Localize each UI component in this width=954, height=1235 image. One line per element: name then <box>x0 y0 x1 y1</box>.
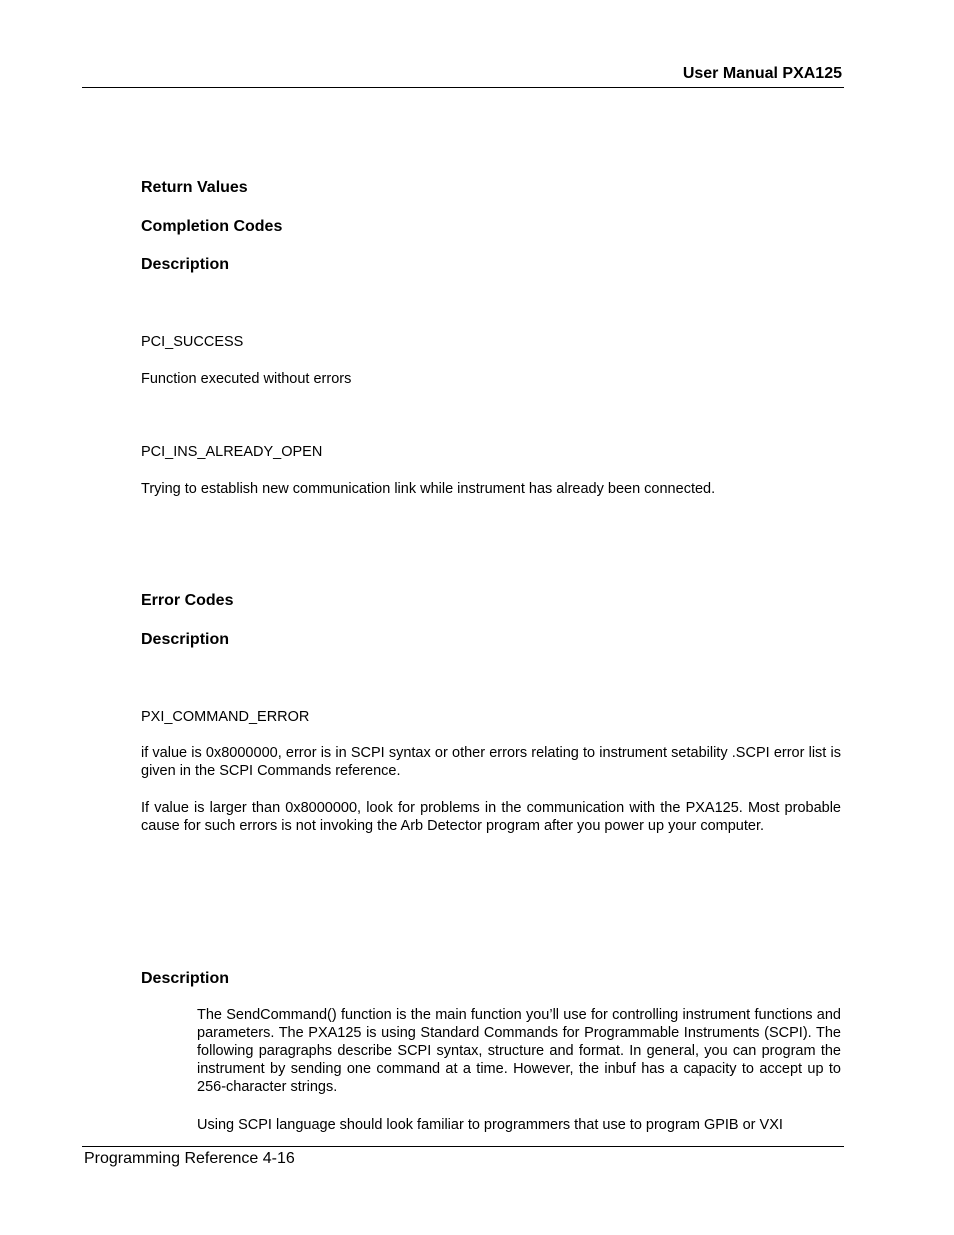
description-paragraph: Using SCPI language should look familiar to programmers that use to program GPIB or VXI <box>197 1117 783 1133</box>
page-footer: Programming Reference 4-16 <box>84 1150 295 1167</box>
completion-code: PCI_INS_ALREADY_OPEN <box>141 444 323 460</box>
page-header-title: User Manual PXA125 <box>682 65 842 82</box>
footer-rule <box>82 1146 844 1147</box>
description-heading: Description <box>141 256 230 273</box>
error-code-paragraph: If value is larger than 0x8000000, look for problems in the communication with the PXA125. Most probable cause for such errors is not invoking the Arb Detector program after you power up your computer. <box>141 800 841 834</box>
completion-code-description: Function executed without errors <box>141 371 352 387</box>
description-paragraph: The SendCommand() function is the main function you’ll use for controlling instrument functions and parameters. The PXA125 is using Standard Commands for Programmable Instruments (SCPI). The following paragraphs describe SCPI syntax, structure and format. In general, you can program the instrument by sending one command at a time. However, the inbuf has a capacity to accept up to 256-character strings. <box>197 1007 841 1095</box>
header-rule <box>82 87 844 88</box>
error-description-heading: Description <box>141 631 230 648</box>
error-codes-heading: Error Codes <box>141 592 234 609</box>
completion-codes-heading: Completion Codes <box>141 218 283 235</box>
return-values-heading: Return Values <box>141 179 248 196</box>
completion-code: PCI_SUCCESS <box>141 334 244 350</box>
completion-code-description: Trying to establish new communication link while instrument has already been connected. <box>141 481 716 497</box>
send-command-description-heading: Description <box>141 970 230 987</box>
error-code: PXI_COMMAND_ERROR <box>141 709 310 725</box>
error-code-paragraph: if value is 0x8000000, error is in SCPI syntax or other errors relating to instrument setability .SCPI error list is given in the SCPI Commands reference. <box>141 745 841 779</box>
